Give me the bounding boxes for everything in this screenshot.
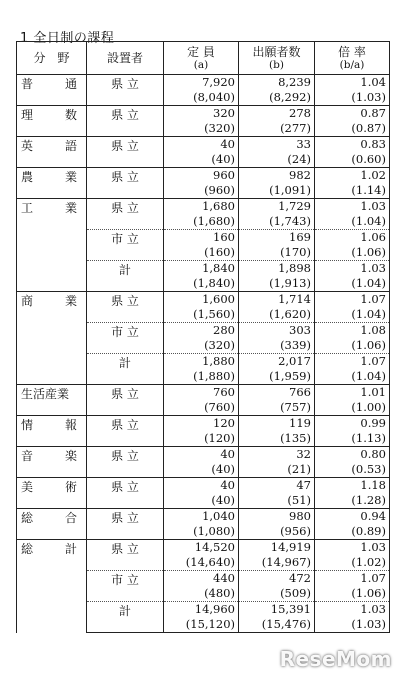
applicants-cell xyxy=(239,75,315,106)
capacity-prev-value: (1,880) xyxy=(193,369,235,383)
table-row xyxy=(17,509,390,540)
applicants-value: 278 xyxy=(289,106,311,120)
ratio-cell xyxy=(315,478,390,509)
capacity-prev-value: (1,840) xyxy=(193,276,235,290)
capacity-prev-value: (40) xyxy=(211,493,235,507)
capacity-value: 1,040 xyxy=(202,509,235,523)
field-name-part: 英 xyxy=(21,139,34,153)
field-name xyxy=(21,418,77,433)
capacity-value: 40 xyxy=(220,447,235,461)
ratio-cell xyxy=(315,199,390,230)
field-name xyxy=(21,449,77,464)
field-name-cell xyxy=(17,447,87,478)
ratio-prev-value: (1.14) xyxy=(351,183,386,197)
capacity-value: 120 xyxy=(213,416,235,430)
header-establisher: 設置者 xyxy=(87,42,164,75)
capacity-value: 760 xyxy=(213,385,235,399)
header-capacity: 定 員 (a) xyxy=(164,42,239,75)
field-name-part: 情 xyxy=(21,418,34,432)
ratio-value: 1.03 xyxy=(360,199,386,213)
ratio-value: 1.03 xyxy=(360,540,386,554)
ratio-value: 1.18 xyxy=(360,478,386,492)
field-name-cell xyxy=(17,292,87,385)
applicants-prev-value: (51) xyxy=(287,493,311,507)
ratio-prev-value: (1.02) xyxy=(351,555,386,569)
applicants-prev-value: (15,476) xyxy=(261,617,311,631)
applicants-value: 33 xyxy=(296,137,311,151)
capacity-value: 1,840 xyxy=(202,261,235,275)
capacity-cell xyxy=(164,354,239,385)
field-name-part: 数 xyxy=(64,108,77,122)
capacity-prev-value: (760) xyxy=(204,400,235,414)
field-name xyxy=(21,480,77,495)
capacity-value: 7,920 xyxy=(202,75,235,89)
ratio-prev-value: (0.87) xyxy=(351,121,386,135)
capacity-cell xyxy=(164,478,239,509)
header-ratio: 倍 率 (b/a) xyxy=(315,42,390,75)
ratio-cell xyxy=(315,292,390,323)
applicants-prev-value: (509) xyxy=(280,586,311,600)
field-name-part: 美 xyxy=(21,480,34,494)
establisher-cell: 市 立 xyxy=(87,230,164,261)
capacity-value: 160 xyxy=(213,230,235,244)
applicants-prev-value: (1,620) xyxy=(269,307,311,321)
table-row xyxy=(17,385,390,416)
table-row xyxy=(17,416,390,447)
ratio-cell xyxy=(315,230,390,261)
applicants-cell xyxy=(239,385,315,416)
applicants-cell xyxy=(239,292,315,323)
table-row xyxy=(17,478,390,509)
applicants-cell xyxy=(239,168,315,199)
establisher-cell: 市 立 xyxy=(87,323,164,354)
table-row xyxy=(17,75,390,106)
establisher-cell: 県 立 xyxy=(87,509,164,540)
ratio-value: 1.07 xyxy=(360,571,386,585)
ratio-value: 0.80 xyxy=(360,447,386,461)
applicants-value: 32 xyxy=(296,447,311,461)
applicants-value: 1,729 xyxy=(278,199,311,213)
applicants-value: 47 xyxy=(296,478,311,492)
applicants-prev-value: (277) xyxy=(280,121,311,135)
applicants-cell xyxy=(239,416,315,447)
establisher-cell: 県 立 xyxy=(87,416,164,447)
ratio-cell xyxy=(315,602,390,633)
applicants-prev-value: (24) xyxy=(287,152,311,166)
field-name xyxy=(21,542,77,557)
field-name-part: 総 xyxy=(21,542,34,556)
ratio-prev-value: (1.04) xyxy=(351,369,386,383)
applicants-prev-value: (1,913) xyxy=(269,276,311,290)
field-name-cell xyxy=(17,478,87,509)
ratio-value: 1.02 xyxy=(360,168,386,182)
establisher-cell: 県 立 xyxy=(87,106,164,137)
capacity-prev-value: (120) xyxy=(204,431,235,445)
ratio-prev-value: (1.28) xyxy=(351,493,386,507)
capacity-value: 14,960 xyxy=(194,602,235,616)
applicants-value: 15,391 xyxy=(270,602,311,616)
field-name-part: 普 xyxy=(21,77,34,91)
applicants-cell xyxy=(239,602,315,633)
ratio-value: 0.83 xyxy=(360,137,386,151)
ratio-cell xyxy=(315,540,390,571)
ratio-cell xyxy=(315,75,390,106)
applicants-value: 303 xyxy=(289,323,311,337)
capacity-value: 440 xyxy=(213,571,235,585)
capacity-value: 40 xyxy=(220,137,235,151)
ratio-prev-value: (1.04) xyxy=(351,214,386,228)
establisher-cell: 県 立 xyxy=(87,292,164,323)
capacity-prev-value: (15,120) xyxy=(185,617,235,631)
field-name-part: 音 xyxy=(21,449,34,463)
ratio-cell xyxy=(315,447,390,478)
capacity-value: 40 xyxy=(220,478,235,492)
field-name-part: 理 xyxy=(21,108,34,122)
field-name-part: 楽 xyxy=(64,449,77,463)
capacity-cell xyxy=(164,168,239,199)
field-name-cell xyxy=(17,168,87,199)
applicants-cell xyxy=(239,137,315,168)
capacity-cell xyxy=(164,230,239,261)
capacity-prev-value: (1,680) xyxy=(193,214,235,228)
ratio-prev-value: (1.04) xyxy=(351,276,386,290)
field-name-part: 通 xyxy=(64,77,77,91)
applicants-prev-value: (339) xyxy=(280,338,311,352)
ratio-prev-value: (1.03) xyxy=(351,90,386,104)
capacity-prev-value: (1,560) xyxy=(193,307,235,321)
capacity-cell xyxy=(164,75,239,106)
capacity-prev-value: (320) xyxy=(204,121,235,135)
applicants-value: 1,714 xyxy=(278,292,311,306)
field-name-part: 総 xyxy=(21,511,34,525)
establisher-cell: 県 立 xyxy=(87,168,164,199)
capacity-cell xyxy=(164,509,239,540)
capacity-cell xyxy=(164,602,239,633)
applicants-cell xyxy=(239,447,315,478)
applicants-value: 1,898 xyxy=(278,261,311,275)
establisher-cell: 計 xyxy=(87,354,164,385)
ratio-value: 1.03 xyxy=(360,602,386,616)
header-applicants: 出願者数 (b) xyxy=(239,42,315,75)
capacity-cell xyxy=(164,261,239,292)
applicants-value: 766 xyxy=(289,385,311,399)
field-name-part: 報 xyxy=(64,418,77,432)
ratio-prev-value: (1.00) xyxy=(351,400,386,414)
ratio-value: 1.01 xyxy=(360,385,386,399)
applicants-prev-value: (170) xyxy=(280,245,311,259)
applicants-cell xyxy=(239,478,315,509)
establisher-cell: 計 xyxy=(87,261,164,292)
applicants-value: 119 xyxy=(289,416,311,430)
field-name xyxy=(21,139,77,154)
applicants-cell xyxy=(239,106,315,137)
capacity-prev-value: (320) xyxy=(204,338,235,352)
table-row xyxy=(17,106,390,137)
ratio-prev-value: (1.06) xyxy=(351,245,386,259)
header-row xyxy=(17,42,390,75)
field-name xyxy=(21,77,77,92)
capacity-cell xyxy=(164,137,239,168)
ratio-cell xyxy=(315,385,390,416)
applicants-value: 2,017 xyxy=(278,354,311,368)
applicants-value: 14,919 xyxy=(270,540,311,554)
ratio-value: 0.94 xyxy=(360,509,386,523)
establisher-cell: 県 立 xyxy=(87,199,164,230)
ratio-prev-value: (1.13) xyxy=(351,431,386,445)
applicants-prev-value: (757) xyxy=(280,400,311,414)
applicants-prev-value: (135) xyxy=(280,431,311,445)
capacity-prev-value: (480) xyxy=(204,586,235,600)
capacity-value: 320 xyxy=(213,106,235,120)
field-name xyxy=(21,170,77,185)
applicants-value: 8,239 xyxy=(278,75,311,89)
table-row xyxy=(17,447,390,478)
applicants-prev-value: (1,959) xyxy=(269,369,311,383)
capacity-cell xyxy=(164,416,239,447)
capacity-value: 1,600 xyxy=(202,292,235,306)
applicants-cell xyxy=(239,540,315,571)
capacity-cell xyxy=(164,106,239,137)
field-name-part: 合 xyxy=(64,511,77,525)
table-row xyxy=(17,540,390,571)
establisher-cell: 市 立 xyxy=(87,571,164,602)
capacity-prev-value: (160) xyxy=(204,245,235,259)
application-stats-table xyxy=(16,41,390,633)
capacity-cell xyxy=(164,199,239,230)
capacity-cell xyxy=(164,540,239,571)
establisher-cell: 県 立 xyxy=(87,385,164,416)
capacity-prev-value: (960) xyxy=(204,183,235,197)
table-row xyxy=(17,137,390,168)
capacity-prev-value: (40) xyxy=(211,462,235,476)
ratio-cell xyxy=(315,137,390,168)
field-name-cell xyxy=(17,385,87,416)
field-name xyxy=(21,387,77,402)
ratio-cell xyxy=(315,571,390,602)
applicants-prev-value: (21) xyxy=(287,462,311,476)
applicants-prev-value: (956) xyxy=(280,524,311,538)
field-name-cell xyxy=(17,540,87,633)
applicants-cell xyxy=(239,323,315,354)
field-name xyxy=(21,511,77,526)
capacity-value: 14,520 xyxy=(194,540,235,554)
capacity-prev-value: (1,080) xyxy=(193,524,235,538)
capacity-cell xyxy=(164,323,239,354)
table-row xyxy=(17,168,390,199)
field-name-cell xyxy=(17,416,87,447)
establisher-cell: 県 立 xyxy=(87,75,164,106)
ratio-cell xyxy=(315,509,390,540)
ratio-prev-value: (1.06) xyxy=(351,586,386,600)
ratio-prev-value: (0.89) xyxy=(351,524,386,538)
establisher-cell: 計 xyxy=(87,602,164,633)
ratio-prev-value: (1.06) xyxy=(351,338,386,352)
establisher-cell: 県 立 xyxy=(87,447,164,478)
field-name-part: 業 xyxy=(64,294,77,308)
applicants-value: 472 xyxy=(289,571,311,585)
ratio-value: 1.06 xyxy=(360,230,386,244)
applicants-prev-value: (1,743) xyxy=(269,214,311,228)
field-name-part: 業 xyxy=(64,170,77,184)
field-name-part: 業 xyxy=(64,201,77,215)
field-name-part: 農 xyxy=(21,170,34,184)
field-name-part: 工 xyxy=(21,201,34,215)
establisher-cell: 県 立 xyxy=(87,540,164,571)
field-name xyxy=(21,294,77,309)
field-name-cell xyxy=(17,199,87,292)
capacity-cell xyxy=(164,571,239,602)
field-name xyxy=(21,201,77,216)
ratio-value: 1.04 xyxy=(360,75,386,89)
capacity-value: 960 xyxy=(213,168,235,182)
applicants-cell xyxy=(239,199,315,230)
establisher-cell: 県 立 xyxy=(87,137,164,168)
ratio-prev-value: (1.03) xyxy=(351,617,386,631)
ratio-value: 0.99 xyxy=(360,416,386,430)
ratio-prev-value: (0.53) xyxy=(351,462,386,476)
header-field: 分 野 xyxy=(17,42,87,75)
ratio-value: 0.87 xyxy=(360,106,386,120)
applicants-cell xyxy=(239,261,315,292)
table-row xyxy=(17,199,390,230)
capacity-value: 280 xyxy=(213,323,235,337)
ratio-cell xyxy=(315,416,390,447)
capacity-prev-value: (8,040) xyxy=(193,90,235,104)
field-name-cell xyxy=(17,137,87,168)
ratio-cell xyxy=(315,261,390,292)
ratio-prev-value: (0.60) xyxy=(351,152,386,166)
capacity-value: 1,680 xyxy=(202,199,235,213)
applicants-value: 982 xyxy=(289,168,311,182)
capacity-prev-value: (14,640) xyxy=(185,555,235,569)
ratio-cell xyxy=(315,106,390,137)
section-title: 1 全日制の課程 xyxy=(20,31,115,46)
ratio-value: 1.07 xyxy=(360,292,386,306)
ratio-prev-value: (1.04) xyxy=(351,307,386,321)
capacity-value: 1,880 xyxy=(202,354,235,368)
applicants-cell xyxy=(239,354,315,385)
field-name-cell xyxy=(17,75,87,106)
field-name xyxy=(21,108,77,123)
field-name-cell xyxy=(17,106,87,137)
field-name-cell xyxy=(17,509,87,540)
ratio-cell xyxy=(315,323,390,354)
ratio-value: 1.03 xyxy=(360,261,386,275)
applicants-value: 169 xyxy=(289,230,311,244)
capacity-cell xyxy=(164,447,239,478)
field-name-part: 計 xyxy=(64,542,77,556)
field-name-part: 生活産業 xyxy=(21,387,70,401)
field-name-part: 語 xyxy=(64,139,77,153)
capacity-prev-value: (40) xyxy=(211,152,235,166)
capacity-cell xyxy=(164,385,239,416)
ratio-cell xyxy=(315,354,390,385)
applicants-prev-value: (8,292) xyxy=(269,90,311,104)
applicants-cell xyxy=(239,571,315,602)
applicants-prev-value: (14,967) xyxy=(261,555,311,569)
capacity-cell xyxy=(164,292,239,323)
field-name-part: 商 xyxy=(21,294,34,308)
applicants-prev-value: (1,091) xyxy=(269,183,311,197)
applicants-cell xyxy=(239,230,315,261)
watermark-logo: ReseMom xyxy=(279,647,392,671)
field-name-part: 術 xyxy=(64,480,77,494)
ratio-cell xyxy=(315,168,390,199)
establisher-cell: 県 立 xyxy=(87,478,164,509)
applicants-value: 980 xyxy=(289,509,311,523)
ratio-value: 1.08 xyxy=(360,323,386,337)
applicants-cell xyxy=(239,509,315,540)
table-row xyxy=(17,292,390,323)
ratio-value: 1.07 xyxy=(360,354,386,368)
